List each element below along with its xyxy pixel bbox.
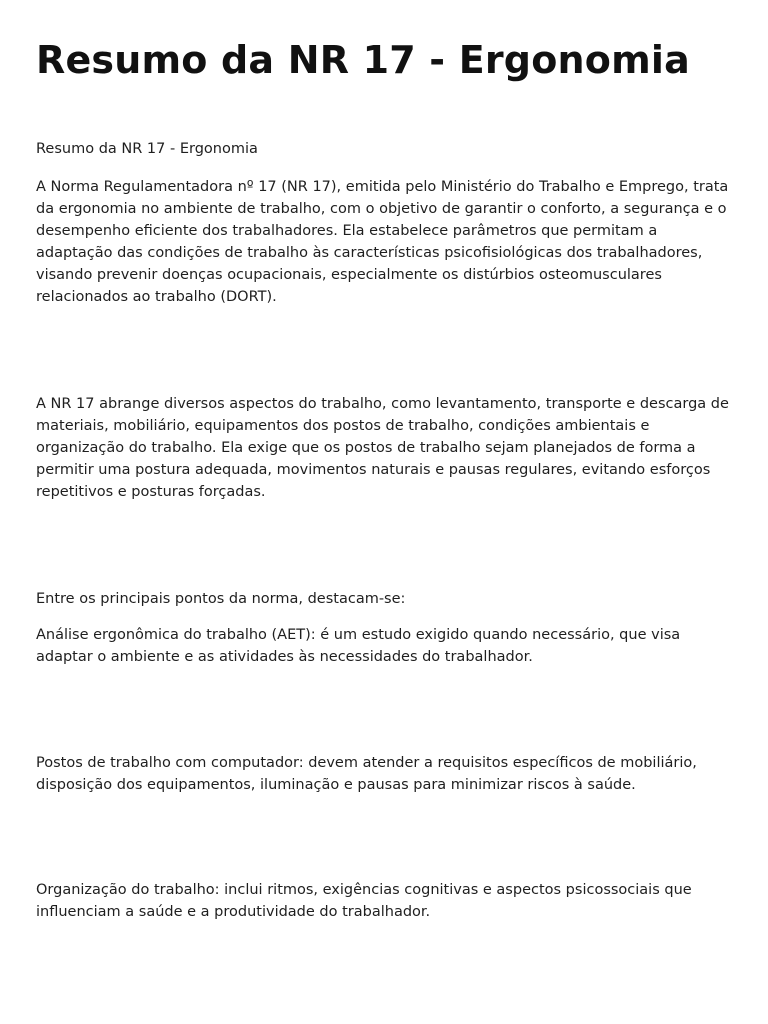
paragraph-highlights-intro: Entre os principais pontos da norma, destacam-se:	[36, 591, 406, 607]
paragraph-aet: Análise ergonômica do trabalho (AET): é um estudo exigido quando necessário, que visa adaptar o ambiente e as atividades às necessidades do trabalhador.	[36, 627, 681, 665]
paragraph-computer-workstations: Postos de trabalho com computador: devem atender a requisitos específicos de mobiliário, disposição dos equipamentos, iluminação e pausas para minimizar riscos à saúde.	[36, 755, 697, 793]
page-title: Resumo da NR 17 - Ergonomia	[36, 38, 690, 82]
paragraph-intro: A Norma Regulamentadora nº 17 (NR 17), emitida pelo Ministério do Trabalho e Emprego, trata da ergonomia no ambiente de trabalho, com o objetivo de garantir o conforto, a segurança e o desempenho eficiente dos trabalhadores. Ela estabelece parâmetros que permitam a adaptação das condições de trabalho às características psicofisiológicas dos trabalhadores, visando prevenir doenças ocupacionais, especialmente os distúrbios osteomusculares relacionados ao trabalho (DORT).	[36, 179, 729, 305]
document-subtitle: Resumo da NR 17 - Ergonomia	[36, 141, 258, 157]
paragraph-scope: A NR 17 abrange diversos aspectos do trabalho, como levantamento, transporte e descarga de materiais, mobiliário, equipamentos dos postos de trabalho, condições ambientais e organização do trabalho. Ela exige que os postos de trabalho sejam planejados de forma a permitir uma postura adequada, movimentos naturais e pausas regulares, evitando esforços repetitivos e posturas forçadas.	[36, 396, 729, 500]
paragraph-work-organization: Organização do trabalho: inclui ritmos, exigências cognitivas e aspectos psicossociais que influenciam a saúde e a produtividade do trabalhador.	[36, 882, 692, 920]
